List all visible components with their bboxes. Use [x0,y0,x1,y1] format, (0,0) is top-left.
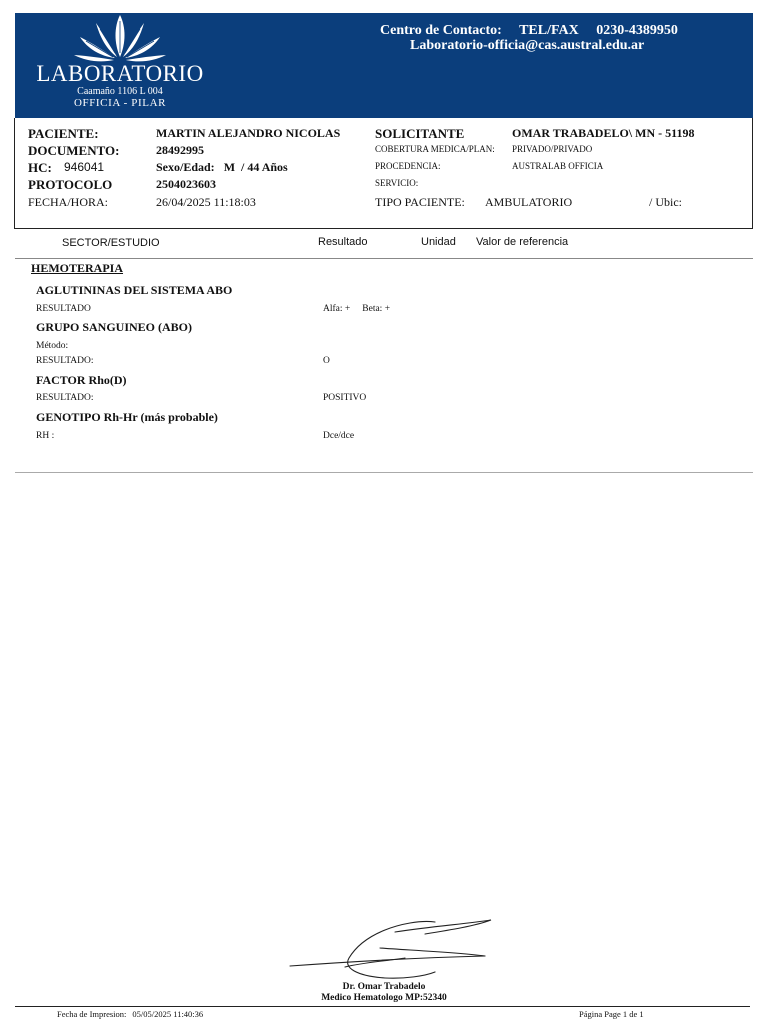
print-date [57,1009,209,1019]
tipo-paciente-value: AMBULATORIO [485,195,573,209]
factor-result-value: POSITIVO [323,393,367,403]
sexo-value: M [223,160,236,174]
doctor-title: Medico Hematologo MP:52340 [321,993,447,1003]
grupo-title: GRUPO SANGUINEO (ABO) [36,320,193,334]
hc-label: HC: [28,160,52,175]
abo-alfa: Alfa: + [323,304,351,314]
grupo-result-label: RESULTADO: [36,356,94,366]
hc-value: 946041 [64,160,105,174]
protocolo-value: 2504023603 [156,177,216,191]
documento-value: 28492995 [156,143,204,157]
header-banner [15,13,753,118]
paciente-value: MARTIN ALEJANDRO NICOLAS [156,126,341,140]
protocolo-label: PROTOCOLO [28,177,113,192]
cobertura-value: PRIVADO/PRIVADO [512,144,593,154]
abo-beta: Beta: + [362,304,391,314]
procedencia-value: AUSTRALAB OFFICIA [512,161,604,171]
paciente-label: PACIENTE: [28,126,99,141]
fecha-label: FECHA/HORA: [28,195,109,209]
tipo-paciente-label: TIPO PACIENTE: [375,195,465,209]
genotipo-result-label: RH : [36,431,55,441]
procedencia-label: PROCEDENCIA: [375,161,441,171]
col-unidad: Unidad [421,236,456,248]
genotipo-title: GENOTIPO Rh-Hr (más probable) [36,410,218,424]
grupo-metodo: Método: [36,341,69,351]
servicio-label: SERVICIO: [375,178,419,188]
tel-label: TEL/FAX [519,23,579,38]
edad-value: / 44 Años [241,160,288,174]
genotipo-result-value: Dce/dce [323,431,355,441]
print-label: Fecha de Impresion: [57,1009,127,1019]
col-referencia: Valor de referencia [476,236,569,248]
factor-result-label: RESULTADO: [36,393,94,403]
contact-label: Centro de Contacto: [380,23,502,38]
logo-address: Caamaño 1106 L 004 [77,86,163,97]
fecha-value: 26/04/2025 11:18:03 [156,195,256,209]
abo-result-value [323,304,402,314]
col-sector: SECTOR/ESTUDIO [62,237,160,249]
ubic-label: / Ubic: [649,195,682,209]
footer-divider [15,1006,750,1007]
results-end-divider [15,472,753,473]
solicitante-label: SOLICITANTE [375,126,465,141]
logo-name: LABORATORIO [36,61,204,86]
documento-label: DOCUMENTO: [28,143,120,158]
sexo-label: Sexo/Edad: [156,160,215,174]
logo-subtitle: OFFICIA - PILAR [73,97,167,109]
lotus-logo-icon [70,13,170,63]
abo-result-label: RESULTADO [36,304,91,314]
solicitante-value: OMAR TRABADELO\ MN - 51198 [512,126,695,140]
col-resultado: Resultado [318,236,368,248]
contact-email[interactable]: Laboratorio-officia@cas.austral.edu.ar [410,38,645,53]
doctor-name: Dr. Omar Trabadelo [342,982,426,992]
tel-number: 0230-4389950 [596,23,678,38]
contact-line [380,23,692,39]
print-value: 05/05/2025 11:40:36 [132,1009,204,1019]
sexo-edad [156,160,288,175]
cobertura-label: COBERTURA MEDICA/PLAN: [375,144,495,154]
section-title: HEMOTERAPIA [31,261,124,275]
abo-title: AGLUTININAS DEL SISTEMA ABO [36,283,233,297]
factor-title: FACTOR Rho(D) [36,373,127,387]
page-number: Página Page 1 de 1 [579,1009,644,1019]
header-divider [15,258,753,259]
grupo-result-value: O [323,356,330,366]
signature-icon [285,912,500,984]
